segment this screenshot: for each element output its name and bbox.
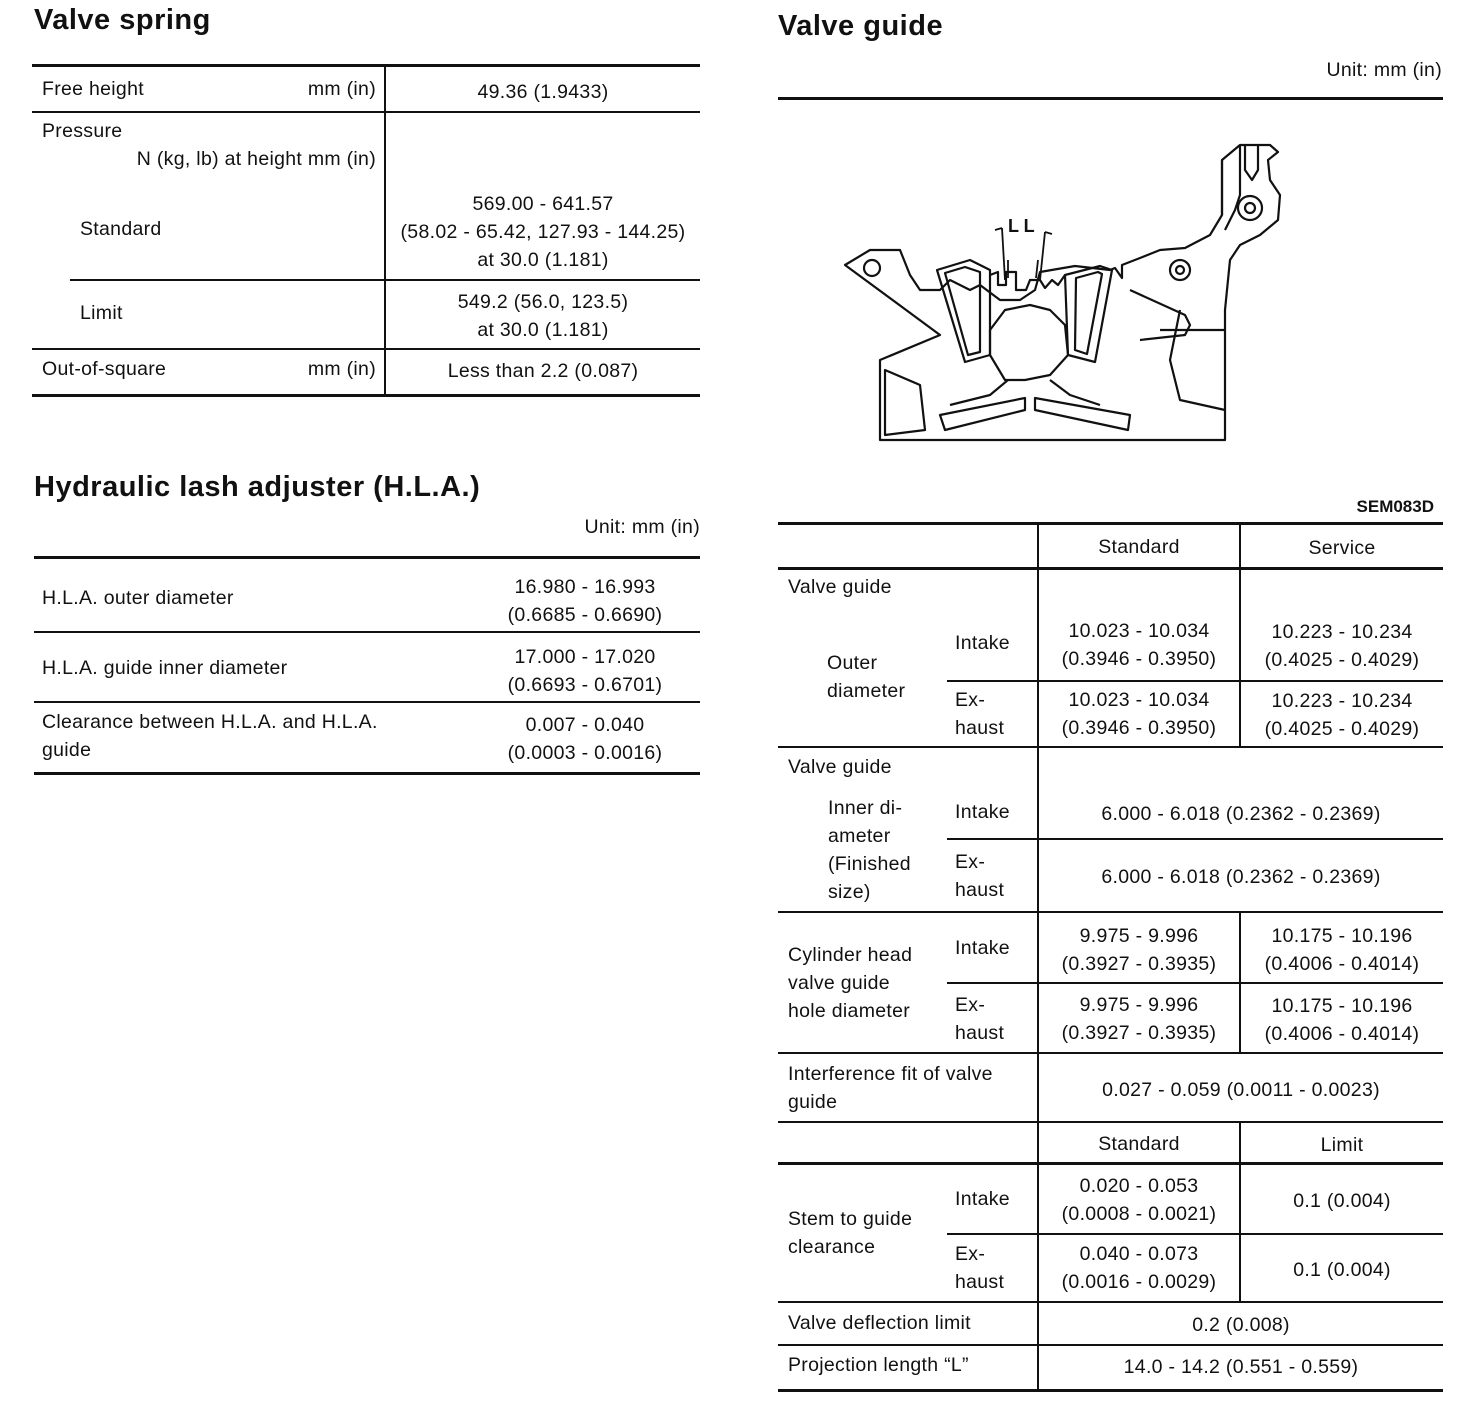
- divider: [34, 631, 700, 633]
- outer-intake-label: Intake: [955, 632, 1010, 654]
- divider: [947, 982, 1443, 984]
- projection-label: Projection length “L”: [788, 1354, 969, 1376]
- outer-group-label: Valve guide: [788, 576, 892, 598]
- hla-unit: Unit: mm (in): [584, 516, 700, 538]
- divider: [34, 556, 700, 559]
- hla-row-value: 0.007 - 0.040 (0.0003 - 0.0016): [507, 714, 663, 764]
- hla-row-label: H.L.A. guide inner diameter: [42, 657, 288, 679]
- divider: [778, 567, 1443, 570]
- diagram-label-l: L L: [1008, 216, 1035, 236]
- deflection-value: 0.2 (0.008): [1192, 1314, 1290, 1336]
- header-limit: Limit: [1320, 1134, 1364, 1156]
- free-height-value: 49.36 (1.9433): [477, 81, 609, 103]
- divider: [32, 348, 700, 350]
- hole-exhaust-standard: 9.975 - 9.996 (0.3927 - 0.3935): [1061, 994, 1217, 1044]
- divider: [778, 1162, 1443, 1165]
- hole-exhaust-service: 10.175 - 10.196 (0.4006 - 0.4014): [1264, 995, 1420, 1045]
- hla-row-value: 16.980 - 16.993 (0.6685 - 0.6690): [507, 576, 663, 626]
- divider: [778, 1052, 1443, 1054]
- pressure-limit-value: 549.2 (56.0, 123.5) at 30.0 (1.181): [457, 291, 629, 341]
- outer-intake-service: 10.223 - 10.234 (0.4025 - 0.4029): [1264, 621, 1420, 671]
- stem-exhaust-limit: 0.1 (0.004): [1293, 1259, 1391, 1281]
- inner-group-label: Valve guide: [788, 756, 892, 778]
- divider: [778, 1301, 1443, 1303]
- divider: [947, 1233, 1443, 1235]
- valve-spring-title: Valve spring: [34, 4, 211, 36]
- divider: [947, 838, 1443, 840]
- hla-title: Hydraulic lash adjuster (H.L.A.): [34, 471, 481, 503]
- pressure-standard-label: Standard: [80, 218, 162, 240]
- outer-exhaust-service: 10.223 - 10.234 (0.4025 - 0.4029): [1264, 690, 1420, 740]
- stem-intake-label: Intake: [955, 1188, 1010, 1210]
- inner-intake-label: Intake: [955, 801, 1010, 823]
- inner-intake-value: 6.000 - 6.018 (0.2362 - 0.2369): [1101, 803, 1381, 825]
- divider: [34, 701, 700, 703]
- divider: [34, 772, 700, 775]
- interference-value: 0.027 - 0.059 (0.0011 - 0.0023): [1102, 1079, 1380, 1101]
- stem-exhaust-label: Ex- haust: [955, 1243, 1005, 1293]
- outer-label: Outer diameter: [827, 652, 906, 702]
- divider: [778, 746, 1443, 748]
- divider: [778, 522, 1443, 525]
- projection-value: 14.0 - 14.2 (0.551 - 0.559): [1123, 1356, 1359, 1378]
- inner-exhaust-label: Ex- haust: [955, 851, 1005, 901]
- divider: [32, 394, 700, 397]
- hole-label: Cylinder head valve guide hole diameter: [788, 944, 913, 1022]
- divider: [778, 1389, 1443, 1392]
- pressure-limit-label: Limit: [80, 302, 123, 324]
- inner-exhaust-value: 6.000 - 6.018 (0.2362 - 0.2369): [1101, 866, 1381, 888]
- out-of-square-unit: mm (in): [307, 358, 376, 380]
- valve-guide-unit: Unit: mm (in): [1326, 59, 1442, 81]
- header-standard: Standard: [1098, 536, 1180, 558]
- stem-intake-limit: 0.1 (0.004): [1293, 1190, 1391, 1212]
- divider: [32, 64, 700, 67]
- hla-row-label: H.L.A. outer diameter: [42, 587, 234, 609]
- outer-exhaust-standard: 10.023 - 10.034 (0.3946 - 0.3950): [1061, 689, 1217, 739]
- divider: [778, 97, 1443, 100]
- divider: [32, 111, 700, 113]
- hla-row-value: 17.000 - 17.020 (0.6693 - 0.6701): [507, 646, 663, 696]
- free-height-label: Free height: [42, 78, 144, 100]
- hole-exhaust-label: Ex- haust: [955, 994, 1005, 1044]
- deflection-label: Valve deflection limit: [788, 1312, 971, 1334]
- valve-guide-title: Valve guide: [778, 10, 944, 42]
- figure-code: SEM083D: [1356, 497, 1434, 516]
- hole-intake-standard: 9.975 - 9.996 (0.3927 - 0.3935): [1061, 925, 1217, 975]
- stem-intake-standard: 0.020 - 0.053 (0.0008 - 0.0021): [1061, 1175, 1217, 1225]
- divider: [778, 1344, 1443, 1346]
- stem-exhaust-standard: 0.040 - 0.073 (0.0016 - 0.0029): [1061, 1243, 1217, 1293]
- outer-exhaust-label: Ex- haust: [955, 689, 1005, 739]
- outer-intake-standard: 10.023 - 10.034 (0.3946 - 0.3950): [1061, 620, 1217, 670]
- out-of-square-label: Out-of-square: [42, 358, 167, 380]
- header-service: Service: [1308, 537, 1376, 559]
- out-of-square-value: Less than 2.2 (0.087): [447, 360, 639, 382]
- inner-label: Inner di- ameter (Finished size): [828, 797, 911, 903]
- divider: [70, 279, 700, 281]
- divider: [778, 911, 1443, 913]
- stem-label: Stem to guide clearance: [788, 1208, 913, 1258]
- hole-intake-label: Intake: [955, 937, 1010, 959]
- pressure-standard-value: 569.00 - 641.57 (58.02 - 65.42, 127.93 - 144.25) at 30.0 (1.181): [400, 193, 686, 271]
- hole-intake-service: 10.175 - 10.196 (0.4006 - 0.4014): [1264, 925, 1420, 975]
- pressure-sublabel: N (kg, lb) at height mm (in): [136, 148, 376, 170]
- divider: [947, 680, 1443, 682]
- divider: [778, 1121, 1443, 1123]
- header-standard: Standard: [1098, 1133, 1180, 1155]
- hla-row-label: Clearance between H.L.A. and H.L.A. guide: [42, 711, 378, 761]
- interference-label: Interference fit of valve guide: [788, 1063, 993, 1113]
- free-height-unit: mm (in): [307, 78, 376, 100]
- pressure-label: Pressure: [42, 120, 123, 142]
- valve-guide-cross-section-diagram: [840, 140, 1290, 445]
